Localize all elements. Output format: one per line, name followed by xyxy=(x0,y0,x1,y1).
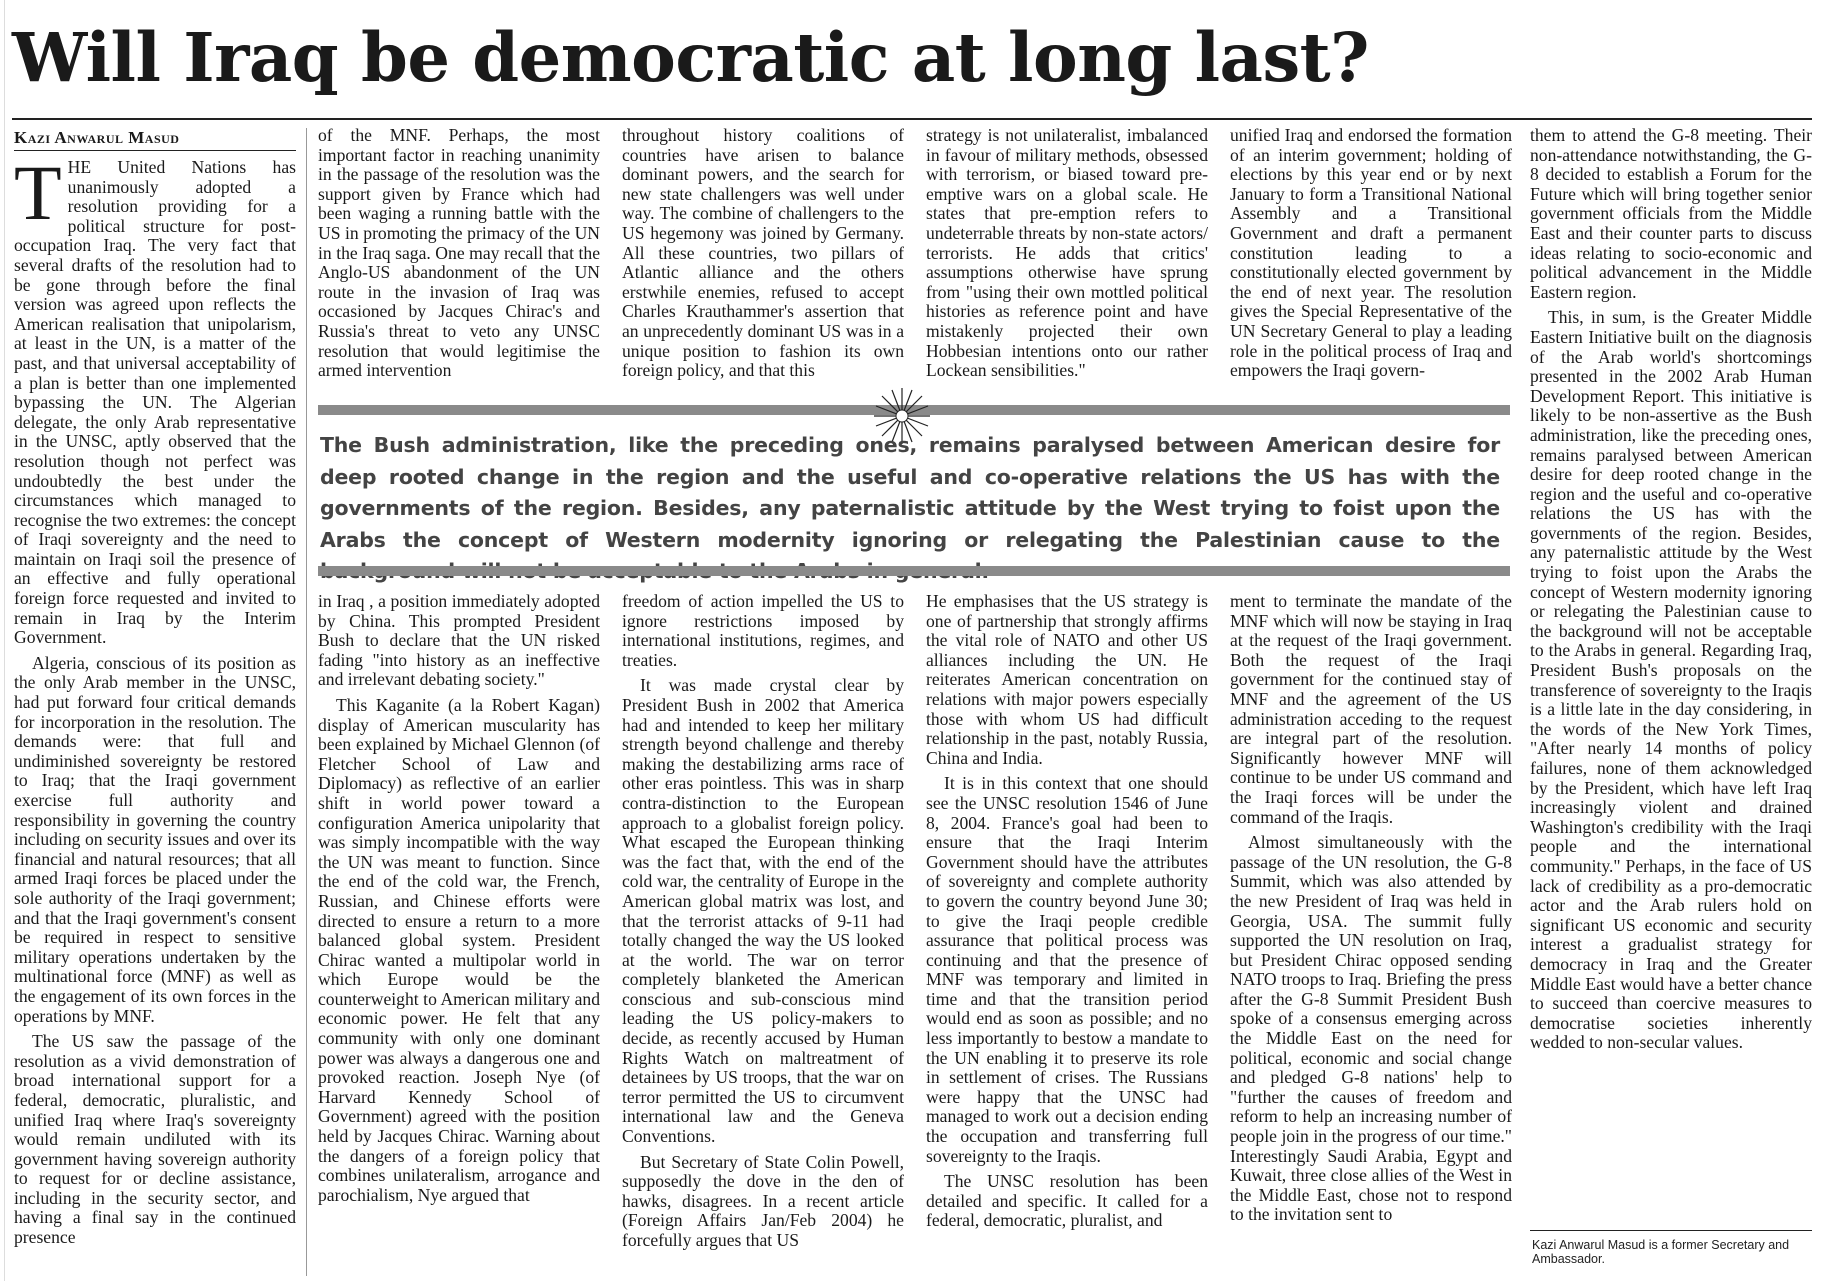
paragraph: The UNSC resolution has been detailed and specific. It called for a federal, democratic, pluralist, and xyxy=(926,1171,1208,1231)
paragraph: strategy is not unilateralist, imbalanced in favour of military methods, obsessed with terrorism, or biased toward pre-emptive wars on a global scale. He states that pre-emption refers to undeterrable threats by non-state actors/ terrorists. He adds that critics' assumptions otherwise have sprung from "using their own mottled political histories as reference point and have mistakenly projected their own Hobbesian intentions onto our rather Lockean sensibilities." xyxy=(926,126,1208,381)
column-3-top xyxy=(622,126,904,398)
paragraph: The US saw the passage of the resolution as a vivid demonstration of broad international support for a federal, democratic, pluralistic, and unified Iraq where Iraq's sovereignty would remain undiluted with its government having sovereign authority to request for or decline assistance, including in the security sector, and having a final say in the continued presence xyxy=(14,1031,296,1248)
paragraph: freedom of action impelled the US to ignore restrictions imposed by international institutions, regimes, and treaties. xyxy=(622,592,904,670)
paragraph: them to attend the G-8 meeting. Their non-attendance notwithstanding, the G-8 decided to establish a Forum for the Future which will bring together senior government officials from the Middle East and their counter parts to discuss ideas relating to socio-economic and political advancement in the Middle Eastern region. xyxy=(1530,126,1812,302)
paragraph: throughout history coalitions of countries have arisen to balance dominant powers, and the search for new state challengers was well under way. The combine of challengers to the US hegemony was joined by Germany. All these countries, two pillars of Atlantic alliance and the others erstwhile enemies, refused to accept Charles Krauthammer's assertion that an unprecedently dominant US was in a unique position to fashion its own foreign policy, and that this xyxy=(622,126,904,381)
column-2-top xyxy=(318,126,600,398)
column-6 xyxy=(1530,126,1812,1226)
author-footnote: Kazi Anwarul Masud is a former Secretary and Ambassador. xyxy=(1532,1238,1790,1266)
column-5-top xyxy=(1230,126,1512,398)
column-3-bottom xyxy=(622,592,904,1276)
paragraph: of the MNF. Perhaps, the most important factor in reaching unanimity in the passage of the resolution was the support given by France which had been waging a running battle with the US in promoting the primacy of the UN in the Iraq saga. One may recall that the Anglo-US abandonment of the UN route in the invasion of Iraq was occasioned by Jacques Chirac's and Russia's threat to veto any UNSC resolution that would legitimise the armed intervention xyxy=(318,126,600,381)
headline-rule xyxy=(12,118,1812,120)
paragraph: This, in sum, is the Greater Middle Eastern Initiative built on the diagnosis of the Arab world's shortcomings presented in the 2002 Arab Human Development Report. This initiative is likely to be non-assertive as the Bush administration, like the preceding ones, remains paralysed between American desire for deep rooted change in the region and the useful and co-operative relations the US has with the governments of the region. Besides, any paternalistic attitude by the West trying to foist upon the Arabs the concept of Western modernity ignoring or relegating the Palestinian cause to the background will not be acceptable to the Arabs in general. Regarding Iraq, President Bush's proposals on the transference of sovereignty to the Iraqis is a little late in the day considering, in the words of the New York Times, "After nearly 14 months of policy failures, none of them acknowledged by the President, which have left Iraq increasingly violent and drained Washington's credibility with the Iraqi people and the international community." Perhaps, in the face of US lack of credibility as a pro-democratic actor and the Arab rulers hold on significant US economic and security interest a gradualist strategy for democracy in Iraq and the Greater Middle East would have a better chance to succeed than coercive measures to democratise societies inherently wedded to non-secular values. xyxy=(1530,307,1812,1053)
column-2-bottom xyxy=(318,592,600,1276)
paragraph: It was made crystal clear by President Bush in 2002 that America had and intended to keep her military strength beyond challenge and thereby making the destabilizing arms race of other eras pointless. This was in sharp contra-distinction to the European approach to a globalist foreign policy. What escaped the European thinking was the fact that, with the end of the cold war, the centrality of Europe in the American global matrix was lost, and that the terrorist attacks of 9-11 had totally changed the way the US looked at the world. The war on terror completely blanketed the American conscious and sub-conscious mind leading the US policy-makers to decide, as recently accused by Human Rights Watch on maltreatment of detainees by US troops, that the war on terror permitted the US to circumvent international law and the Geneva Conventions. xyxy=(622,675,904,1147)
pull-quote: The Bush administration, like the preceding ones, remains paralysed between American desire for deep rooted change in the region and the useful and co-operative relations the US has with the governments of the region. Besides, any paternalistic attitude by the West trying to foist upon the Arabs the concept of Western modernity ignoring or relegating the Palestinian cause to the xyxy=(320,433,1500,552)
footnote-rule xyxy=(1530,1230,1812,1231)
paragraph: Almost simultaneously with the passage of the UN resolution, the G-8 Summit, which was also attended by the new President of Iraq was held in Georgia, USA. The summit fully supported the UN resolution on Iraq, but President Chirac opposed sending NATO troops to Iraq. Briefing the press after the G-8 Summit President Bush spoke of a consensus emerging across the Middle East on the need for political, economic and social change and pledged G-8 nations' help to "further the causes of freedom and reform to help an increasing number of people join in the progress of our time." Interestingly Saudi Arabia, Egypt and Kuwait, three close allies of the West in the Middle East, chose not to respond to the invitation sent to xyxy=(1230,832,1512,1225)
byline-rule xyxy=(14,150,296,151)
headline: Will Iraq be democratic at long last? xyxy=(12,18,1369,97)
paragraph: But Secretary of State Colin Powell, supposedly the dove in the den of hawks, disagrees. In a recent article (Foreign Affairs Jan/Feb 2004) he forcefully argues that US xyxy=(622,1151,904,1250)
column-4-bottom xyxy=(926,592,1208,1276)
column-rule xyxy=(306,128,307,1276)
byline: Kazi Anwarul Masud xyxy=(14,128,180,147)
column-4-top xyxy=(926,126,1208,398)
paragraph: He emphasises that the US strategy is one of partnership that strongly affirms the vital role of NATO and other US alliances including the UN. He reiterates American concentration on relations with major powers especially those with whom US had difficult relationship in the past, notably Russia, China and India. xyxy=(926,592,1208,768)
paragraph: unified Iraq and endorsed the formation of an interim government; holding of elections by this year end or by next January to form a Transitional National Assembly and a Transitional Government and draft a permanent constitution leading to a constitutionally elected government by the end of next year. The resolution gives the Special Representative of the UN Secretary General to play a leading role in the political process of Iraq and empowers the Iraqi govern- xyxy=(1230,126,1512,381)
column-5-bottom xyxy=(1230,592,1512,1276)
pullquote-bottom-bar xyxy=(318,566,1510,576)
column-1 xyxy=(14,158,296,1276)
drop-cap: T xyxy=(14,158,62,236)
paragraph: It is in this context that one should see the UNSC resolution 1546 of June 8, 2004. France's goal had been to ensure that the Iraqi Interim Government should have the attributes of sovereignty and complete authority to govern the country beyond June 30; to give the Iraqi people credible assurance that political process was continuing and that the presence of MNF was temporary and limited in time and that the transition period would end as soon as possible; and no less importantly to bestow a mandate to the UN enabling it to preserve its role in settlement of crises. The Russians were happy that the UNSC had managed to work out a decision ending the occupation and transferring full sovereignty to the Iraqis. xyxy=(926,773,1208,1166)
paragraph: This Kaganite (a la Robert Kagan) display of American muscularity has been explained by Michael Glennon (of Fletcher School of Law and Diplomacy) as reflective of an earlier shift in world power toward a configuration America unipolarity that was simply incompatible with the way the UN was meant to function. Since the end of the cold war, the French, Russian, and Chinese efforts were directed to ensure a return to a more balanced global system. President Chirac wanted a multipolar world in which Europe would be the counterweight to American military and economic power. He felt that any community with only one dominant power was always a dangerous one and provoked reaction. Joseph Nye (of Harvard Kennedy School of Government) agreed with the position held by Jacques Chirac. Warning about the dangers of a foreign policy that combines unilateralism, arrogance and parochialism, Nye argued that xyxy=(318,694,600,1205)
paragraph: THE United Nations has unanimously adopted a resolution providing for a political structure for post-occupation Iraq. The very fact that several drafts of the resolution had to be gone through before the final version was agreed upon reflects the American realisation that unipolarism, at least in the UN, is a matter of the past, and that universal acceptability of a plan is better than one implemented bypassing the UN. The Algerian delegate, the only Arab representative in the UNSC, aptly observed that the resolution though not perfect was undoubtedly the best under the circumstances which managed to recognise the two extremes: the concept of Iraqi sovereignty and the need to maintain on Iraqi soil the presence of an effective and fully operational foreign force requested and invited to remain in Iraq by the Interim Government. xyxy=(14,158,296,648)
paragraph: ment to terminate the mandate of the MNF which will now be staying in Iraq at the request of the Iraqi government. Both the request of the Iraqi government for the continued stay of MNF and the agreement of the US administration acceding to the request are integral part of the resolution. Significantly however MNF will continue to be under US command and the Iraqi forces will be under the command of the Iraqis. xyxy=(1230,592,1512,827)
page-edge xyxy=(4,0,5,1281)
paragraph: in Iraq , a position immediately adopted by China. This prompted President Bush to declare that the UN risked fading "into history as an ineffective and irrelevant debating society." xyxy=(318,592,600,690)
paragraph: Algeria, conscious of its position as the only Arab member in the UNSC, had put forward four critical demands for incorporation in the resolution. The demands were: that full and undiminished sovereignty be restored to Iraq; that the Iraqi government exercise full authority and responsibility in governing the country including on security issues and over its financial and natural resources; that all armed Iraqi forces be placed under the sole authority of the Iraqi government; and that the Iraqi government's consent be required in respect to sensitive military operations undertaken by the multinational force (MNF) as well as the engagement of its own forces in the operations by MNF. xyxy=(14,652,296,1026)
